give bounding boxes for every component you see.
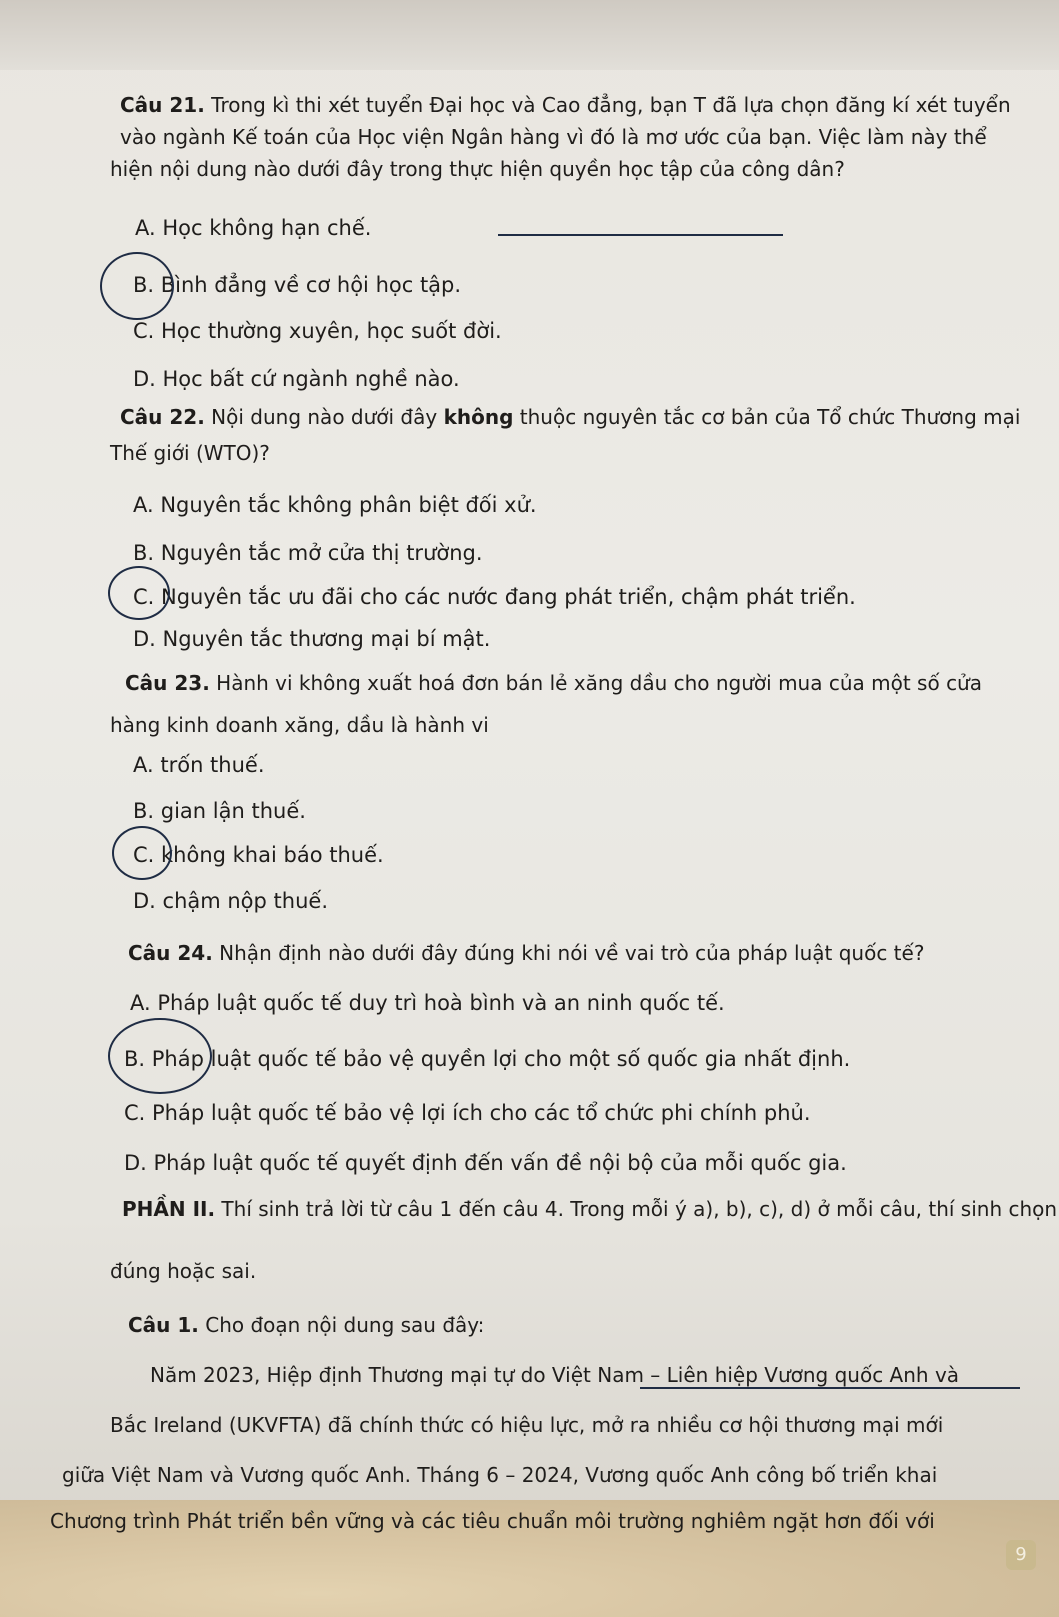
part2-text-1: Thí sinh trả lời từ câu 1 đến câu 4. Trong mỗi ý a), b), c), d) ở mỗi câu, thí sinh chọn xyxy=(215,1197,1058,1221)
q22-line-2: Thế giới (WTO)? xyxy=(110,441,270,465)
q1-title: Cho đoạn nội dung sau đây: xyxy=(198,1313,485,1337)
q23-option-b[interactable]: B. gian lận thuế. xyxy=(133,799,306,823)
part2-line-1 xyxy=(122,1196,1057,1222)
q22-text-1b: không xyxy=(443,405,514,429)
q1-para-line-2: Bắc Ireland (UKVFTA) đã chính thức có hiệu lực, mở ra nhiều cơ hội thương mại mới xyxy=(110,1413,944,1437)
underline-mark-2 xyxy=(640,1387,1020,1389)
underline-mark xyxy=(498,234,783,236)
q23-line-1 xyxy=(125,670,982,696)
q1-number: Câu 1. xyxy=(128,1313,199,1337)
q24-option-d[interactable]: D. Pháp luật quốc tế quyết định đến vấn đề nội bộ của mỗi quốc gia. xyxy=(124,1151,847,1175)
q24-number: Câu 24. xyxy=(128,941,213,965)
q23-option-a[interactable]: A. trốn thuế. xyxy=(133,753,265,777)
q23-option-d[interactable]: D. chậm nộp thuế. xyxy=(133,889,328,913)
q22-text-1a: Nội dung nào dưới đây xyxy=(204,405,444,429)
q24-line-1 xyxy=(128,940,924,966)
q22-option-a[interactable]: A. Nguyên tắc không phân biệt đối xử. xyxy=(133,493,537,517)
q23-text-1: Hành vi không xuất hoá đơn bán lẻ xăng dầu cho người mua của một số cửa xyxy=(209,671,982,695)
q21-line-3: hiện nội dung nào dưới đây trong thực hiện quyền học tập của công dân? xyxy=(110,157,845,181)
q21-option-d[interactable]: D. Học bất cứ ngành nghề nào. xyxy=(133,367,460,391)
q22-option-c[interactable]: C. Nguyên tắc ưu đãi cho các nước đang phát triển, chậm phát triển. xyxy=(133,585,856,609)
q22-option-d[interactable]: D. Nguyên tắc thương mại bí mật. xyxy=(133,627,491,651)
q1-line-1 xyxy=(128,1312,484,1338)
q1-para-line-1: Năm 2023, Hiệp định Thương mại tự do Việt Nam – Liên hiệp Vương quốc Anh và xyxy=(150,1363,960,1387)
q1-para-line-4: Chương trình Phát triển bền vững và các tiêu chuẩn môi trường nghiêm ngặt hơn đối với xyxy=(50,1509,935,1533)
q21-line-1 xyxy=(120,92,1011,118)
q22-option-b[interactable]: B. Nguyên tắc mở cửa thị trường. xyxy=(133,541,483,565)
q22-number: Câu 22. xyxy=(120,405,205,429)
q21-line-2: vào ngành Kế toán của Học viện Ngân hàng vì đó là mơ ước của bạn. Việc làm này thể xyxy=(120,125,987,149)
q21-text-1: Trong kì thi xét tuyển Đại học và Cao đẳng, bạn T đã lựa chọn đăng kí xét tuyển xyxy=(204,93,1011,117)
q21-option-b[interactable]: B. Bình đẳng về cơ hội học tập. xyxy=(133,273,462,297)
q24-option-a[interactable]: A. Pháp luật quốc tế duy trì hoà bình và an ninh quốc tế. xyxy=(130,991,725,1015)
q21-number: Câu 21. xyxy=(120,93,205,117)
page-number: 9 xyxy=(1006,1540,1036,1570)
q24-text-1: Nhận định nào dưới đây đúng khi nói về vai trò của pháp luật quốc tế? xyxy=(212,941,925,965)
q23-number: Câu 23. xyxy=(125,671,210,695)
q24-option-c[interactable]: C. Pháp luật quốc tế bảo vệ lợi ích cho các tổ chức phi chính phủ. xyxy=(124,1101,811,1125)
part2-line-2: đúng hoặc sai. xyxy=(110,1259,257,1283)
part2-title: PHẦN II. xyxy=(122,1197,216,1221)
q21-option-a[interactable]: A. Học không hạn chế. xyxy=(135,216,372,240)
q22-line-1 xyxy=(120,404,1020,430)
q1-para-line-3: giữa Việt Nam và Vương quốc Anh. Tháng 6 – 2024, Vương quốc Anh công bố triển khai xyxy=(62,1463,938,1487)
q23-option-c[interactable]: C. không khai báo thuế. xyxy=(133,843,384,867)
q22-text-1c: thuộc nguyên tắc cơ bản của Tổ chức Thương mại xyxy=(513,405,1021,429)
q23-line-2: hàng kinh doanh xăng, dầu là hành vi xyxy=(110,713,489,737)
q21-option-c[interactable]: C. Học thường xuyên, học suốt đời. xyxy=(133,319,502,343)
q24-option-b[interactable]: B. Pháp luật quốc tế bảo vệ quyền lợi cho một số quốc gia nhất định. xyxy=(124,1047,851,1071)
